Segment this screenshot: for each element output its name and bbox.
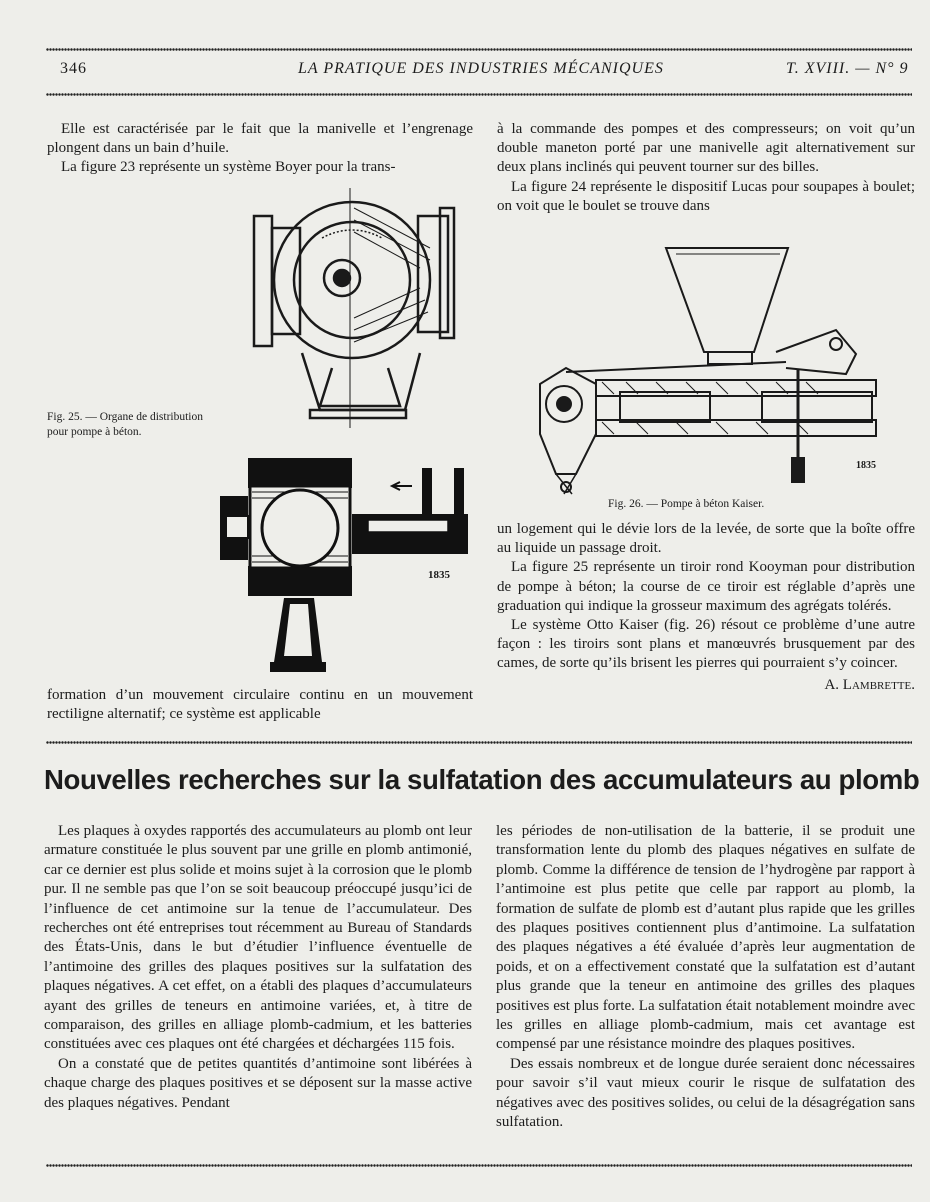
article1-left-bottom [47, 686, 473, 724]
paragraph: La figure 23 représente un système Boyer pour la trans- [61, 159, 396, 176]
volume-issue: T. XVIII. — N° 9 [786, 60, 909, 77]
paragraph: Des essais nombreux et de longue durée seraient donc nécessaires pour savoir s’il vaut mieux courir le risque de sulfatation des négatives avec des positives solides, ou celui de la désagrégation sans sulfatation. [496, 1055, 915, 1131]
article1-left-top [47, 120, 473, 178]
figure-26-mark: 1835 [856, 460, 876, 471]
figure-25-mark: 1835 [428, 569, 450, 581]
figure-25-upper-drawing [250, 188, 470, 428]
header-top-rule [46, 47, 912, 52]
figure-25-lower-drawing [218, 456, 472, 674]
footer-rule [46, 1163, 912, 1168]
figure-25-caption: Fig. 25. — Organe de distribution pour pompe à béton. [47, 411, 203, 438]
figure-26-drawing [536, 244, 880, 496]
paragraph: les périodes de non-utilisation de la batterie, il se produit une transformation lente du plomb des plaques négatives en sulfate de plomb. Comme la différence de tension de l’hydrogène par rapport à l’antimoine est plus petite que celle par rapport au plomb, la formation de sulfate de plomb est d’autant plus rapide que les grilles des plaques positives contiennent plus d’antimoine. La sulfatation des plaques négatives a été évaluée d’après leur augmentation de poids, et on a effectivement constaté que la sulfatation est d’autant plus grande que la teneur en antimoine des grilles des plaques positives est plus forte. La sulfatation était notablement moindre avec les grilles en alliage plomb-cadmium, mais cet avantage est compensé par une résistance moindre des plaques positives. [496, 823, 915, 1053]
paragraph: un logement qui le dévie lors de la levée, de sorte que la boîte offre au liquide un passage droit. [497, 521, 915, 557]
header-bottom-rule [46, 92, 912, 97]
paragraph: Le système Otto Kaiser (fig. 26) résout ce problème d’une autre façon : les tiroirs sont plans et manœuvrés brusquement par des cames, de sorte qu’ils brisent les pierres qui pourraient s’y coincer. [497, 617, 915, 672]
paragraph: On a constaté que de petites quantités d’antimoine sont libérées à chaque charge des plaques positives et se déposent sur la masse active des plaques négatives. Pendant [44, 1055, 472, 1111]
figure-26-caption: Fig. 26. — Pompe à béton Kaiser. [608, 498, 765, 510]
paragraph: Elle est caractérisée par le fait que la manivelle et l’engrenage plongent dans un bain d’huile. [47, 121, 473, 157]
paragraph: à la commande des pompes et des compresseurs; on voit qu’un double maneton porté par une manivelle agit alternativement sur deux plans inclinés qui peuvent tourner sur des billes. [497, 121, 915, 176]
article-title: Nouvelles recherches sur la sulfatation des accumulateurs au plomb [44, 764, 920, 795]
article2-right-column [496, 822, 915, 1133]
journal-title: LA PRATIQUE DES INDUSTRIES MÉCANIQUES [298, 60, 664, 77]
article2-left-column [44, 822, 472, 1113]
article1-right-bottom [497, 520, 915, 695]
author-signature: A. Lambrette. [824, 676, 915, 693]
paragraph: formation d’un mouvement circulaire continu en un mouvement rectiligne alternatif; ce système est applicable [47, 687, 473, 723]
section-separator [46, 740, 912, 745]
article1-right-top [497, 120, 915, 216]
paragraph: La figure 25 représente un tiroir rond Kooyman pour distribution de pompe à béton; la course de ce tiroir est réglable d’après une graduation qui indique la grosseur maximum des agrégats tolérés. [497, 559, 915, 614]
paragraph: La figure 24 représente le dispositif Lucas pour soupapes à boulet; on voit que le boulet se trouve dans [497, 178, 915, 214]
paragraph: Les plaques à oxydes rapportés des accumulateurs au plomb ont leur armature constituée le plus souvent par une grille en plomb antimonié, car ce dernier est plus solide et moins sujet à la corrosion que le plomb pur. Il ne semble pas que l’on se soit beaucoup préoccupé jusqu’ici de l’influence de cet antimoine sur la tenue de l’accumulateur. Des recherches ont été entreprises tout récemment au Bureau of Standards des États-Unis, dans le but d’étudier l’influence éventuelle de l’antimoine des grilles des plaques positives sur la sulfatation des plaques négatives. A cet effet, on a établi des plaques d’accumulateurs ayant des grilles de teneurs en antimoine variées, et, à titre de comparaison, des grilles en alliage plomb-cadmium, et les batteries constituées avec ces plaques ont été chargées et déchargées 115 fois. [44, 823, 472, 1053]
page-number: 346 [60, 60, 87, 77]
